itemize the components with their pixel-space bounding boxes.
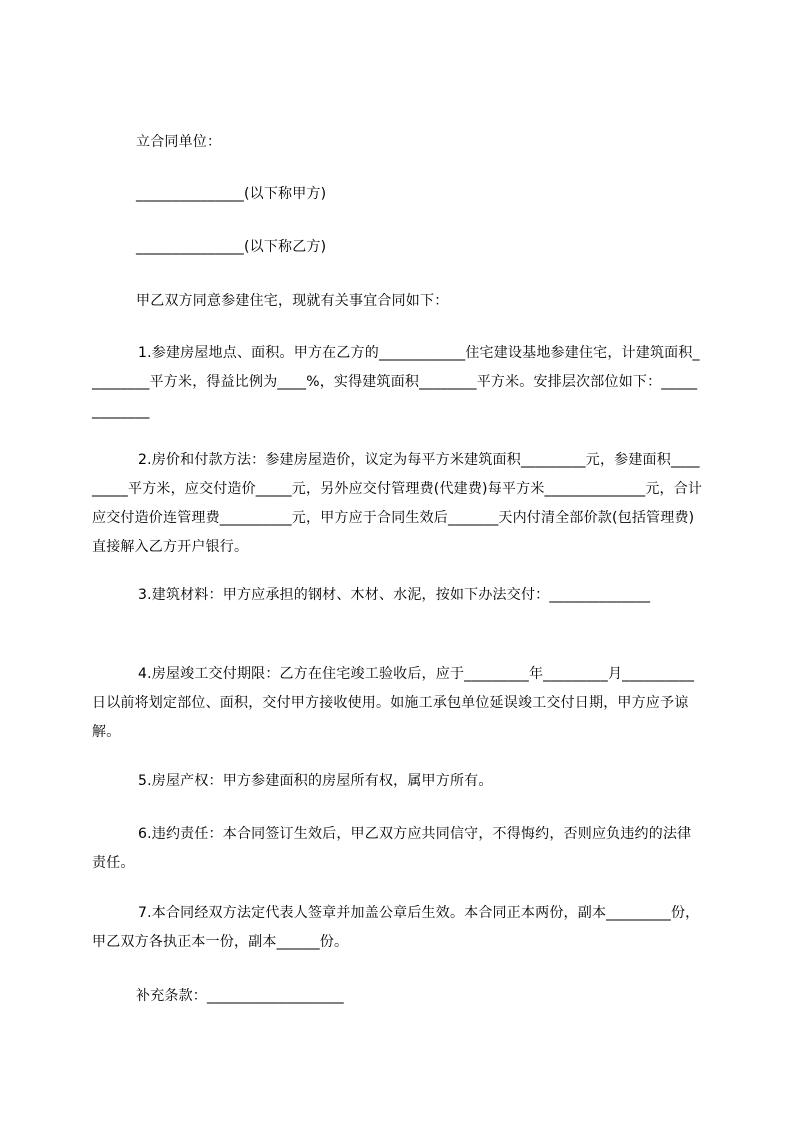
party-b-line: _______________(以下称乙方): [136, 239, 327, 255]
clause-7: 7.本合同经双方法定代表人签章并加盖公章后生效。本合同正本两份，副本_________份，甲乙双方各执正本一份，副本______份。: [92, 905, 700, 950]
party-heading: 立合同单位：: [136, 134, 222, 150]
clause-6: 6.违约责任：本合同签订生效后，甲乙双方应共同信守，不得悔约，否则应负违约的法律责任。: [92, 826, 692, 871]
clause-2: 2.房价和付款方法：参建房屋造价，议定为每平方米建筑面积_________元，参建面积_________平方米，应交付造价_____元，另外应交付管理费(代建费)每平方米______________元，合计应交付造价连管理费__________元，甲方应于合同生效后_______天内付清全部价款(包括管理费)直接解入乙方开户银行。: [92, 452, 703, 555]
supplement-clause: 补充条款：___________________: [136, 988, 344, 1004]
clause-5: 5.房屋产权：甲方参建面积的房屋所有权，属甲方所有。: [138, 773, 493, 789]
contract-intro: 甲乙双方同意参建住宅，现就有关事宜合同如下：: [136, 293, 449, 309]
clause-1: 1.参建房屋地点、面积。甲方在乙方的____________住宅建设基地参建住宅，计建筑面积_________平方米，得益比例为____%，实得建筑面积________平方米。安排层次部位如下：_____________: [92, 345, 700, 419]
party-a-line: _______________(以下称甲方): [136, 186, 327, 202]
clause-3: 3.建筑材料：甲方应承担的钢材、木材、水泥，按如下办法交付：______________: [138, 587, 651, 603]
clause-4: 4.房屋竣工交付期限：乙方在住宅竣工验收后，应于_________年_________月__________日以前将划定部位、面积，交付甲方接收使用。如施工承包单位延误竣工交付日期，甲方应予谅解。: [92, 666, 695, 740]
